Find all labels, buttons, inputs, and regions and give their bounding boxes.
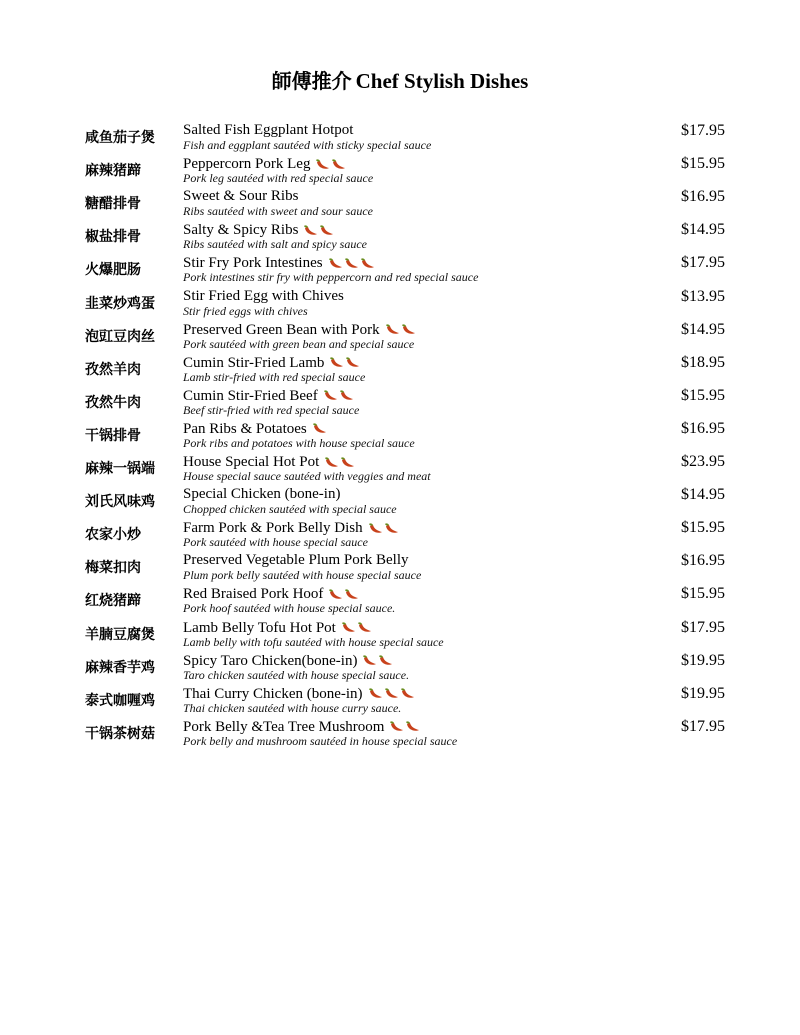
- chili-pepper-icon: [368, 687, 383, 699]
- dish-price: $17.95: [681, 618, 725, 636]
- dish-description: Pork leg sautéed with red special sauce: [183, 171, 374, 186]
- dish-name: [183, 121, 353, 139]
- menu-item: [0, 517, 800, 550]
- dish-price: $15.95: [681, 519, 725, 537]
- menu-item: [0, 550, 800, 583]
- dish-price: $13.95: [681, 287, 725, 305]
- dish-chinese-name: 羊腩豆腐煲: [85, 626, 155, 643]
- menu-item: [0, 219, 800, 252]
- chili-pepper-icon: [329, 356, 344, 368]
- dish-name-text: Pan Ribs & Potatoes: [183, 420, 307, 437]
- menu-item: [0, 583, 800, 616]
- chili-pepper-icon: [328, 588, 343, 600]
- dish-name-text: Spicy Taro Chicken(bone-in): [183, 652, 358, 669]
- dish-name: [183, 187, 298, 205]
- spice-level: [324, 452, 356, 470]
- dish-description: Plum pork belly sautéed with house special sauce: [183, 568, 422, 583]
- spice-level: [328, 584, 360, 602]
- spice-level: [328, 253, 376, 271]
- dish-name-text: Peppercorn Pork Leg: [183, 156, 311, 173]
- dish-chinese-name: 糖醋排骨: [85, 196, 141, 213]
- dish-price: $16.95: [681, 188, 725, 206]
- dish-chinese-name: 麻辣猪蹄: [85, 163, 141, 180]
- dish-name-text: Cumin Stir-Fried Beef: [183, 387, 318, 404]
- dish-name-text: Salty & Spicy Ribs: [183, 222, 299, 239]
- dish-name-text: Sweet & Sour Ribs: [183, 188, 299, 205]
- dish-name-text: Pork Belly &Tea Tree Mushroom: [183, 718, 385, 735]
- dish-price: $14.95: [681, 320, 725, 338]
- chili-pepper-icon: [312, 422, 327, 434]
- menu-item: [0, 352, 800, 385]
- chili-pepper-icon: [323, 389, 338, 401]
- menu-item: [0, 716, 800, 749]
- chili-pepper-icon: [385, 323, 400, 335]
- chili-pepper-icon: [389, 720, 404, 732]
- chili-pepper-icon: [360, 257, 375, 269]
- chili-pepper-icon: [341, 621, 356, 633]
- spice-level: [341, 618, 373, 636]
- dish-description: Pork intestines stir fry with peppercorn and red special sauce: [183, 270, 479, 285]
- spice-level: [329, 353, 361, 371]
- spice-level: [323, 386, 355, 404]
- page-title-english: Chef Stylish Dishes: [355, 69, 529, 93]
- chili-pepper-icon: [328, 257, 343, 269]
- menu-item: [0, 252, 800, 285]
- dish-name: [183, 287, 344, 305]
- spice-level: [312, 419, 328, 437]
- dish-description: House special sauce sautéed with veggies and meat: [183, 469, 431, 483]
- dish-chinese-name: 干锅排骨: [85, 427, 141, 444]
- dish-chinese-name: 咸鱼茄子煲: [85, 130, 155, 146]
- chili-pepper-icon: [340, 456, 355, 468]
- chili-pepper-icon: [384, 687, 399, 699]
- chili-pepper-icon: [315, 158, 330, 170]
- spice-level: [389, 717, 421, 735]
- chili-pepper-icon: [378, 654, 393, 666]
- chili-pepper-icon: [331, 158, 346, 170]
- dish-description: Ribs sautéed with salt and spicy sauce: [183, 237, 367, 252]
- menu-item: [0, 418, 800, 451]
- dish-chinese-name: 红烧猪蹄: [85, 593, 141, 610]
- menu-item: [0, 120, 800, 153]
- dish-description: Lamb belly with tofu sautéed with house special sauce: [183, 634, 444, 649]
- dish-chinese-name: 韭菜炒鸡蛋: [85, 295, 155, 312]
- dish-chinese-name: 农家小炒: [85, 527, 141, 544]
- dish-chinese-name: 梅菜扣肉: [85, 560, 141, 577]
- dish-description: Ribs sautéed with sweet and sour sauce: [183, 204, 373, 219]
- dish-price: $17.95: [681, 254, 725, 272]
- dish-description: Chopped chicken sautéed with special sauce: [183, 502, 397, 517]
- spice-level: [362, 651, 394, 669]
- spice-level: [315, 154, 347, 172]
- spice-level: [368, 518, 400, 536]
- dish-price: $17.95: [681, 122, 725, 139]
- dish-price: $19.95: [681, 651, 725, 669]
- menu-item: [0, 650, 800, 683]
- dish-name-text: Farm Pork & Pork Belly Dish: [183, 520, 363, 537]
- dish-name: [183, 485, 340, 503]
- menu-item: [0, 683, 800, 716]
- chili-pepper-icon: [324, 456, 339, 468]
- page-title-chinese: 師傅推介: [271, 69, 352, 93]
- dish-description: Fish and eggplant sautéed with sticky special sauce: [183, 138, 432, 152]
- dish-price: $14.95: [681, 486, 725, 504]
- dish-price: $15.95: [681, 386, 725, 404]
- chili-pepper-icon: [303, 224, 318, 236]
- dish-chinese-name: 椒盐排骨: [85, 229, 141, 246]
- dish-price: $23.95: [681, 453, 725, 470]
- dish-name-text: Lamb Belly Tofu Hot Pot: [183, 619, 336, 636]
- menu-item: [0, 385, 800, 418]
- dish-description: Pork hoof sautéed with house special sauce.: [183, 601, 396, 616]
- dish-name-text: Thai Curry Chicken (bone-in): [183, 685, 363, 702]
- dish-chinese-name: 火爆肥肠: [85, 262, 141, 279]
- dish-description: Beef stir-fried with red special sauce: [183, 402, 360, 417]
- chili-pepper-icon: [344, 257, 359, 269]
- menu-item: [0, 484, 800, 517]
- dish-chinese-name: 干锅茶树菇: [85, 725, 155, 742]
- page-title: [0, 66, 800, 97]
- dish-description: Thai chicken sautéed with house curry sauce.: [183, 700, 402, 715]
- chili-pepper-icon: [384, 522, 399, 534]
- menu-item: [0, 186, 800, 219]
- dish-description: Pork ribs and potatoes with house special sauce: [183, 435, 415, 450]
- chili-pepper-icon: [345, 356, 360, 368]
- menu-item: [0, 286, 800, 319]
- spice-level: [368, 684, 416, 702]
- menu-item: [0, 451, 800, 484]
- chili-pepper-icon: [319, 224, 334, 236]
- dish-name-text: House Special Hot Pot: [183, 454, 320, 470]
- dish-name-text: Stir Fry Pork Intestines: [183, 255, 323, 272]
- dish-chinese-name: 孜然羊肉: [85, 361, 141, 378]
- dish-price: $15.95: [681, 155, 725, 173]
- chili-pepper-icon: [357, 621, 372, 633]
- menu-item: [0, 319, 800, 352]
- chili-pepper-icon: [405, 720, 420, 732]
- spice-level: [303, 220, 335, 238]
- dish-price: $18.95: [681, 353, 725, 371]
- dish-chinese-name: 麻辣一锅端: [85, 461, 155, 477]
- dish-name-text: Salted Fish Eggplant Hotpot: [183, 122, 354, 138]
- dish-price: $14.95: [681, 221, 725, 239]
- dish-chinese-name: 刘氏风味鸡: [85, 494, 155, 511]
- dish-description: Pork belly and mushroom sautéed in house special sauce: [183, 733, 458, 748]
- dish-chinese-name: 泡豇豆肉丝: [85, 328, 155, 345]
- chili-pepper-icon: [400, 687, 415, 699]
- dish-price: $16.95: [681, 419, 725, 437]
- dish-name-text: Stir Fried Egg with Chives: [183, 287, 344, 304]
- dish-name-text: Preserved Green Bean with Pork: [183, 321, 380, 338]
- dish-description: Stir fried eggs with chives: [183, 303, 308, 318]
- dish-name-text: Red Braised Pork Hoof: [183, 586, 324, 603]
- chili-pepper-icon: [401, 323, 416, 335]
- dish-name: [183, 551, 409, 569]
- spice-level: [385, 320, 417, 338]
- dish-description: Pork sautéed with green bean and special sauce: [183, 336, 415, 351]
- chili-pepper-icon: [368, 522, 383, 534]
- dish-price: $16.95: [681, 552, 725, 570]
- dish-price: $17.95: [681, 717, 725, 735]
- dish-name-text: Preserved Vegetable Plum Pork Belly: [183, 552, 409, 569]
- menu-item: [0, 617, 800, 650]
- dish-name-text: Special Chicken (bone-in): [183, 486, 341, 503]
- menu-item: [0, 153, 800, 186]
- chili-pepper-icon: [362, 654, 377, 666]
- dish-description: Taro chicken sautéed with house special sauce.: [183, 667, 410, 682]
- dish-name-text: Cumin Stir-Fried Lamb: [183, 354, 325, 371]
- dish-chinese-name: 泰式咖喱鸡: [85, 692, 155, 709]
- dish-chinese-name: 麻辣香芋鸡: [85, 659, 155, 676]
- dish-chinese-name: 孜然牛肉: [85, 394, 141, 411]
- chili-pepper-icon: [344, 588, 359, 600]
- dish-price: $19.95: [681, 684, 725, 702]
- dish-description: Pork sautéed with house special sauce: [183, 535, 368, 550]
- dish-description: Lamb stir-fried with red special sauce: [183, 369, 366, 384]
- dish-price: $15.95: [681, 585, 725, 603]
- chili-pepper-icon: [339, 389, 354, 401]
